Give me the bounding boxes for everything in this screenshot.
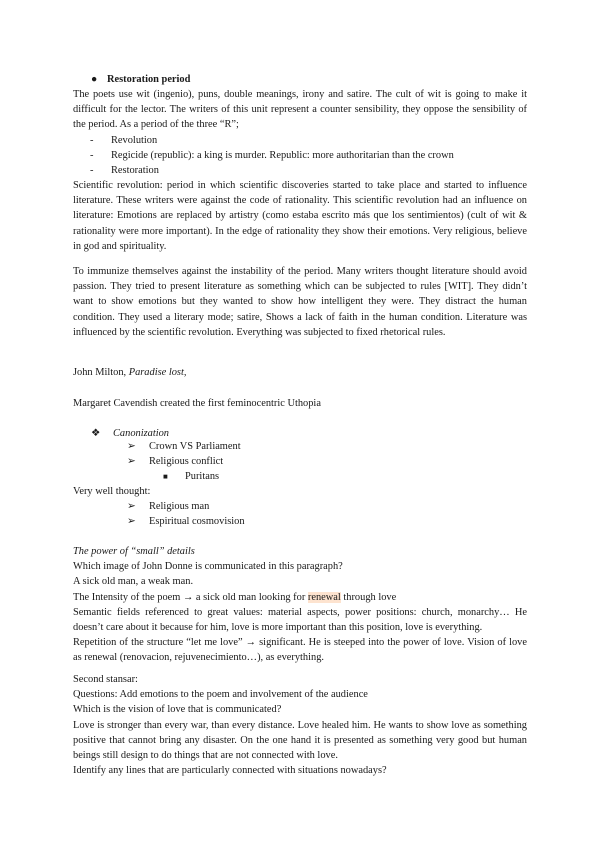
intro-paragraph: The poets use wit (ingenio), puns, double meanings, irony and satire. The cult of wit is going to make it difficult for the lector. The writers of this unit represent a counter sensibility, they oppose the sensibility of the period. As a period of the three “R”; — [73, 89, 527, 131]
immunize-paragraph: To immunize themselves against the instability of the period. Many writers thought literature should avoid passion. They tried to present literature as something which can be subjected to rules [WIT]. They didn’t want to show emotions but they wanted to show how intelligent they were. They distract the human condition. They used a literary mode; satire, Shows a lack of faith in the human condition. Literature was influenced by the scientific revolution. Everything was subjected to fixed rhetorical rules. — [73, 266, 527, 338]
repetition-paragraph: Repetition of the structure “let me love” → significant. He is steeped into the power of love. Vision of love as renewal (renovacion, rejuvenecimiento…), as everything. — [73, 637, 527, 664]
power-section — [73, 544, 527, 666]
list-item: ➢ Crown VS Parliament — [127, 441, 241, 452]
heading-title: Restoration period — [107, 74, 191, 85]
three-r-list — [73, 133, 527, 179]
canonization-title: Canonization — [113, 428, 170, 439]
list-item: ■ Puritans — [163, 471, 220, 482]
arrow-bullet-icon: ➢ — [127, 501, 136, 512]
power-title: The power of “small” details — [73, 546, 195, 557]
cavendish-line: Margaret Cavendish created the first feminocentric Uthopia — [73, 398, 321, 409]
very-well-thought: Very well thought: — [73, 486, 151, 497]
identify-question: Identify any lines that are particularly connected with situations nowadays? — [73, 765, 387, 777]
list-item: ➢ Religious conflict — [127, 456, 224, 467]
second-title: Second stansar: — [73, 674, 138, 685]
list-item: - Regicide (republic): a king is murder. Republic: more authoritarian than the crown — [73, 148, 527, 163]
love-paragraph: Love is stronger than every war, than every distance. Love healed him. He wants to show love as something positive that cannot bring any disaster. On the one hand it is presented as something very good but human beings still design to do things that are not connected with love. — [73, 719, 527, 762]
arrow-bullet-icon: ➢ — [127, 456, 136, 467]
list-item: - Restoration — [73, 163, 527, 178]
section-heading — [91, 72, 190, 87]
questions-line: Questions: Add emotions to the poem and involvement of the audience — [73, 689, 368, 701]
scientific-revolution-paragraph: Scientific revolution: period in which scientific discoveries started to take place and started to influence literature. These writers were against the code of rationality. This scientific revolution had an influence on literature: Emotions are replaced by artistry (como estaba escrito más que los sentimientos) (cult of wit & rationality were more important). In the edge of rationality they show their emotions. Very religious, believe in god and spirituality. — [73, 180, 527, 252]
diamond-bullet-icon: ❖ — [91, 428, 101, 439]
answer: A sick old man, a weak man. — [73, 576, 194, 588]
second-stanza-section — [73, 672, 527, 778]
milton-name: John Milton, — [73, 367, 129, 378]
arrow-bullet-icon: ➢ — [127, 516, 136, 527]
arrow-bullet-icon: ➢ — [127, 441, 136, 452]
milton-work: Paradise lost, — [128, 367, 187, 378]
list-item: ➢ Religious man — [127, 501, 210, 512]
milton-line — [73, 365, 186, 380]
list-item: ➢ Espiritual cosmovision — [127, 516, 245, 527]
heading-bullet: ● — [91, 74, 98, 85]
highlighted-word: renewal — [307, 591, 341, 603]
vision-question: Which is the vision of love that is communicated? — [73, 704, 282, 716]
semantic-paragraph: Semantic fields referenced to great values: material aspects, power positions: church, monarchy… He doesn’t care about it because for him, love is more important than this position, love is everything. — [73, 606, 527, 634]
intensity-line: The Intensity of the poem → a sick old man looking for renewal through love — [73, 591, 397, 603]
question: Which image of John Donne is communicated in this paragraph? — [73, 561, 343, 573]
square-bullet-icon: ■ — [163, 472, 168, 481]
list-item: - Revolution — [73, 133, 527, 148]
